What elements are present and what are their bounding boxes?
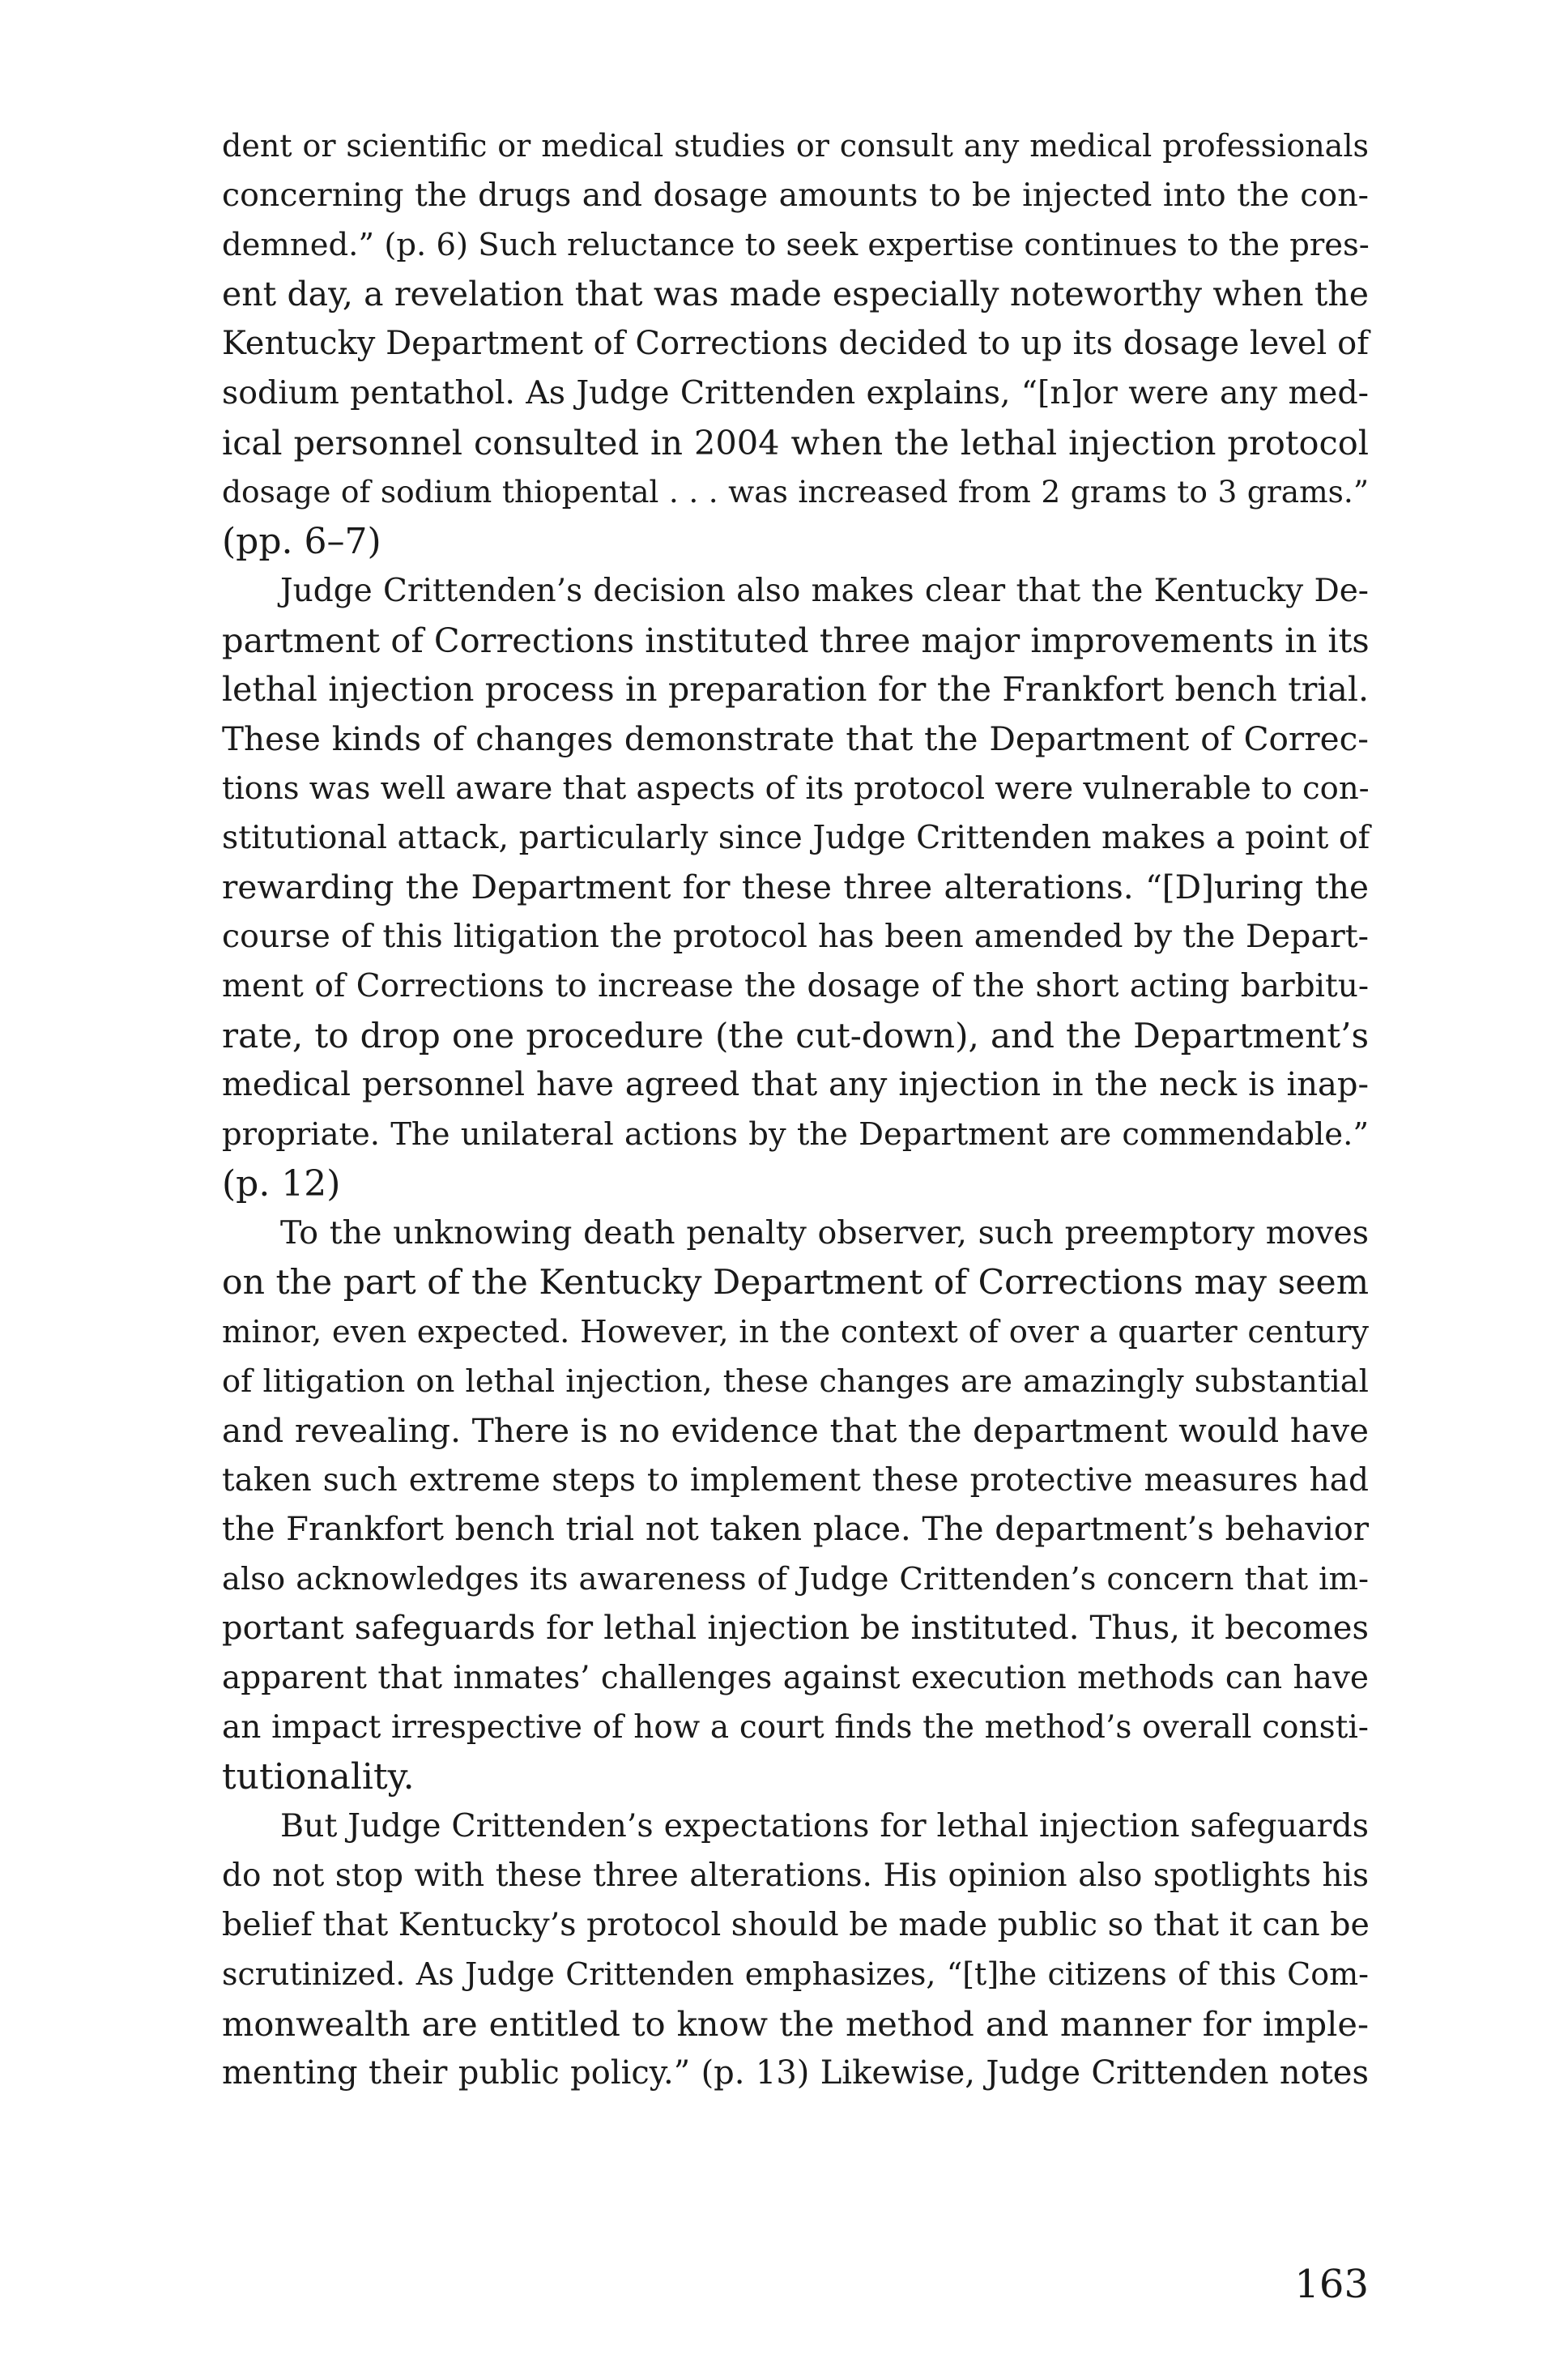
text-line: an impact irrespective of how a court finds the method’s overall consti- — [222, 1709, 1369, 1746]
text-line: rate, to drop one procedure (the cut-down), and the Department’s — [222, 1016, 1369, 1056]
text-line: course of this litigation the protocol has been amended by the Depart- — [222, 918, 1369, 955]
text-line: But Judge Crittenden’s expectations for lethal injection safeguards — [280, 1807, 1369, 1845]
body-text — [222, 122, 1369, 2098]
text-line: monwealth are entitled to know the method and manner for imple- — [222, 2004, 1369, 2044]
text-line: of litigation on lethal injection, these changes are amazingly substantial — [222, 1363, 1369, 1400]
text-line: ment of Corrections to increase the dosage of the short acting barbitu- — [222, 968, 1369, 1004]
text-line: Kentucky Department of Corrections decided to up its dosage level of — [222, 325, 1369, 362]
text-line: lethal injection process in preparation for the Frankfort bench trial. — [222, 670, 1369, 709]
text-line: tions was well aware that aspects of its protocol were vulnerable to con- — [222, 770, 1370, 807]
text-line: ent day, a revelation that was made especially noteworthy when the — [222, 275, 1369, 313]
text-line: scrutinized. As Judge Crittenden emphasizes, “[t]he citizens of this Com- — [222, 1956, 1369, 1992]
text-line: ical personnel consulted in 2004 when the lethal injection protocol — [222, 423, 1369, 463]
text-line: To the unknowing death penalty observer, such preemptory moves — [280, 1214, 1369, 1252]
page-number: 163 — [1294, 2262, 1369, 2307]
text-line: on the part of the Kentucky Department of Corrections may seem — [222, 1263, 1369, 1303]
text-line: minor, even expected. However, in the context of over a quarter century — [222, 1314, 1369, 1350]
text-line: demned.” (p. 6) Such reluctance to seek expertise continues to the pres- — [222, 227, 1370, 263]
text-line: sodium pentathol. As Judge Crittenden explains, “[n]or were any med- — [222, 374, 1369, 412]
text-line: Judge Crittenden’s decision also makes clear that the Kentucky De- — [280, 573, 1369, 609]
text-line: medical personnel have agreed that any injection in the neck is inap- — [222, 1066, 1369, 1103]
text-line: concerning the drugs and dosage amounts to be injected into the con- — [222, 177, 1369, 214]
text-line: partment of Corrections instituted three major improvements in its — [222, 621, 1370, 660]
text-line: the Frankfort bench trial not taken place. The department’s behavior — [222, 1511, 1369, 1548]
text-line: taken such extreme steps to implement these protective measures had — [222, 1462, 1369, 1499]
text-line: tutionality. — [222, 1756, 415, 1798]
text-line: and revealing. There is no evidence that the department would have — [222, 1411, 1369, 1450]
text-line: (p. 12) — [222, 1163, 341, 1205]
text-line: propriate. The unilateral actions by the Department are commendable.” — [222, 1116, 1369, 1153]
text-line: belief that Kentucky’s protocol should be made public so that it can be — [222, 1906, 1370, 1943]
text-line: stitutional attack, particularly since Judge Crittenden makes a point of — [222, 819, 1370, 856]
text-line: These kinds of changes demonstrate that the Department of Correc- — [222, 719, 1369, 758]
text-line: apparent that inmates’ challenges against execution methods can have — [222, 1660, 1369, 1696]
text-line: menting their public policy.” (p. 13) Likewise, Judge Crittenden notes — [222, 2054, 1369, 2092]
text-line: rewarding the Department for these three alterations. “[D]uring the — [222, 868, 1369, 906]
text-line: also acknowledges its awareness of Judge Crittenden’s concern that im- — [222, 1561, 1369, 1597]
text-line: portant safeguards for lethal injection be instituted. Thus, it becomes — [222, 1610, 1369, 1647]
text-line: (pp. 6–7) — [222, 521, 381, 562]
text-line: dosage of sodium thiopental . . . was increased from 2 grams to 3 grams.” — [222, 474, 1369, 510]
text-line: do not stop with these three alterations. His opinion also spotlights his — [222, 1857, 1369, 1894]
text-line: dent or scientific or medical studies or consult any medical professionals — [222, 128, 1369, 164]
